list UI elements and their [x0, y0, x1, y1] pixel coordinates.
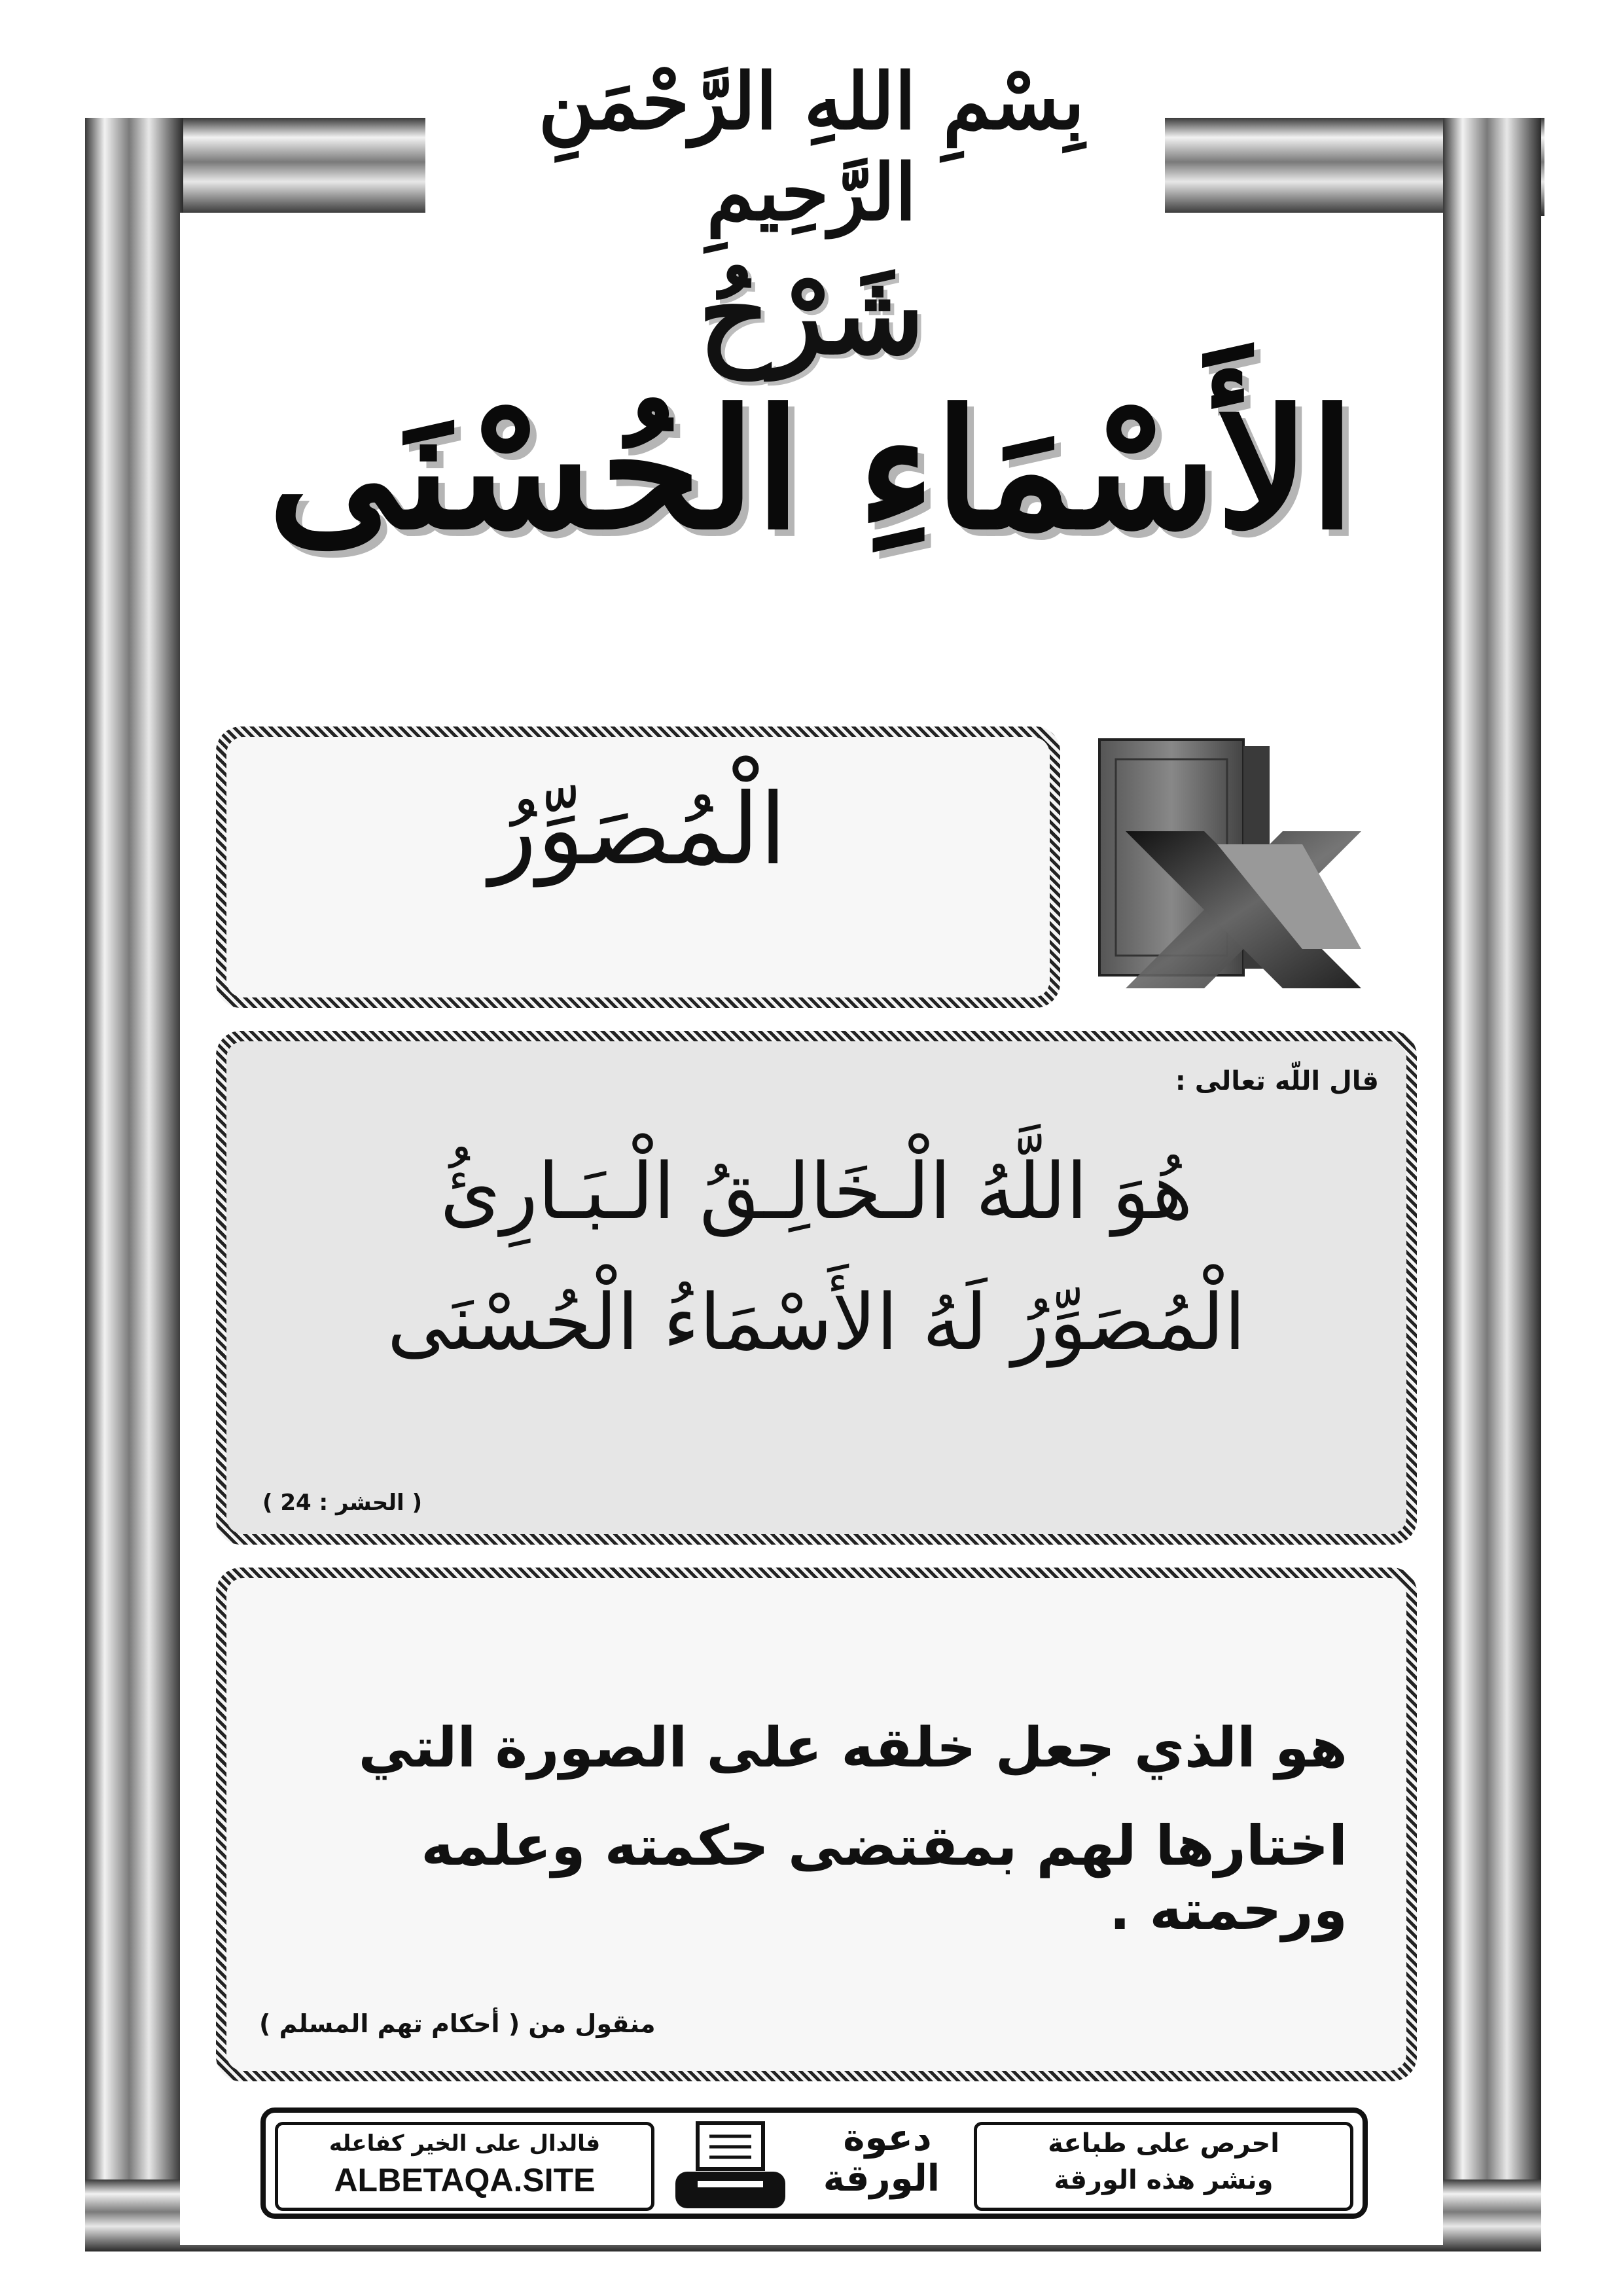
- verse-line-2: الْمُصَوِّرُ لَهُ الأَسْمَاءُ الْحُسْنَى: [387, 1277, 1246, 1367]
- frame-left: [85, 118, 183, 2179]
- reminder-line-2: ونشر هذه الورقة: [1054, 2165, 1274, 2195]
- quran-on-stand-icon: [1086, 733, 1374, 995]
- dawah-logo: [823, 2117, 940, 2210]
- verse-reference: ( الحشر : 24 ): [262, 1490, 423, 1516]
- explanation-line-1: هو الذي جعل خلقه على الصورة التي: [358, 1715, 1347, 1780]
- printer-icon: [671, 2121, 789, 2212]
- frame-right: [1443, 118, 1541, 2179]
- logo-line-2: الورقة: [823, 2157, 940, 2200]
- source-note: منقول من ( أحكام تهم المسلم ): [259, 2009, 656, 2038]
- footer-bar: [260, 2108, 1368, 2219]
- print-reminder: [974, 2122, 1353, 2211]
- page-title: الأَسْمَاءِ الحُسْنَى: [268, 373, 1355, 565]
- verse-intro: قال اللّه تعالى :: [1175, 1066, 1379, 1096]
- divine-name: الْمُصَوِّرُ: [489, 773, 787, 887]
- series-prefix: شَرْحُ: [698, 249, 925, 380]
- basmala: بِسْمِ اللهِ الرَّحْمَنِ الرَّحِيمِ: [458, 56, 1165, 238]
- name-card: [216, 726, 1060, 1008]
- verse-line-1: هُوَ اللَّهُ الْـخَالِـقُ الْـبَـارِئُ: [440, 1146, 1193, 1236]
- verse-card: [216, 1031, 1417, 1545]
- explanation-card: [216, 1568, 1417, 2081]
- reminder-line-1: احرص على طباعة: [1048, 2128, 1279, 2159]
- site-box: [275, 2122, 654, 2211]
- explanation-line-2: اختارها لهم بمقتضى حكمته وعلمه ورحمته .: [421, 1814, 1347, 1942]
- footer-slogan: فالدال على الخير كفاعله: [329, 2130, 601, 2157]
- logo-line-1: دعوة: [843, 2117, 932, 2159]
- site-link[interactable]: ALBETAQA.SITE: [334, 2162, 596, 2198]
